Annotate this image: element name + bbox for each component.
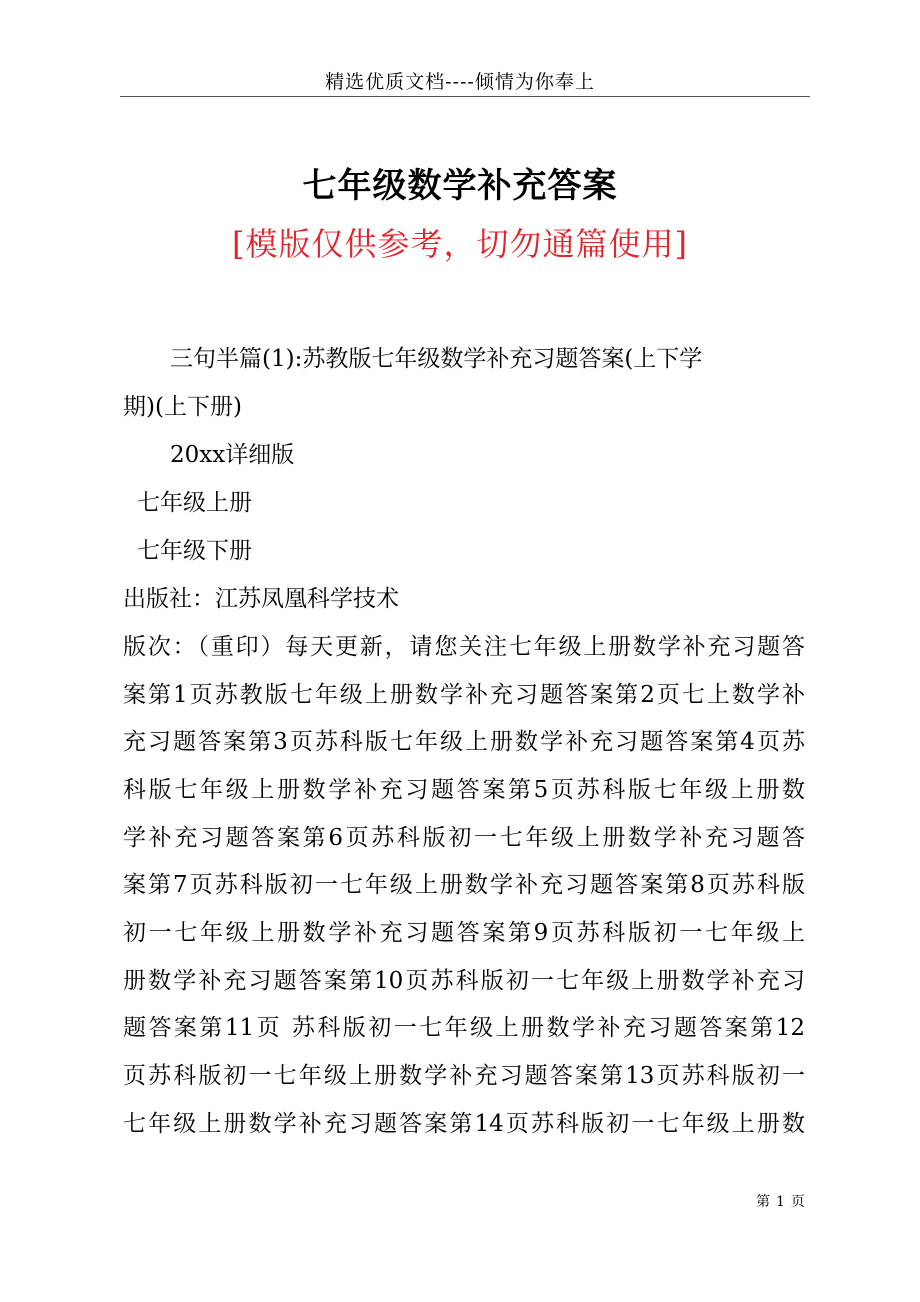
volume-down-label: 七年级下册 <box>137 538 252 564</box>
page-number-footer <box>756 1193 811 1211</box>
body-line: 七年级上册数学补充习题答案第14页苏科版初一七年级上册数 <box>123 1111 805 1137</box>
body-line: 科版七年级上册数学补充习题答案第5页苏科版七年级上册数 <box>123 777 805 803</box>
page-number: 1 <box>776 1194 785 1210</box>
body-line: 学补充习题答案第6页苏科版初一七年级上册数学补充习题答 <box>123 825 805 851</box>
intro-line-1: 三句半篇(1):苏教版七年级数学补充习题答案(上下学 <box>170 346 703 372</box>
body-line: 案第1页苏教版七年级上册数学补充习题答案第2页七上数学补 <box>123 682 805 708</box>
publisher-line: 出版社：江苏凤凰科学技术 <box>123 586 399 612</box>
volume-up-label: 七年级上册 <box>137 490 252 516</box>
body-line: 案第7页苏科版初一七年级上册数学补充习题答案第8页苏科版 <box>123 872 805 898</box>
body-line: 题答案第11页 苏科版初一七年级上册数学补充习题答案第12 <box>123 1015 805 1041</box>
body-line: 充习题答案第3页苏科版七年级上册数学补充习题答案第4页苏 <box>123 729 805 755</box>
document-title: 七年级数学补充答案 <box>302 166 618 206</box>
body-line: 版次：（重印）每天更新，请您关注七年级上册数学补充习题答 <box>123 634 805 660</box>
intro-line-2: 期)(上下册) <box>123 394 242 420</box>
header-divider <box>120 96 810 97</box>
edition-label: 20xx详细版 <box>170 442 295 468</box>
body-line: 页苏科版初一七年级上册数学补充习题答案第13页苏科版初一 <box>123 1063 805 1089</box>
template-notice: [模版仅供参考，切勿通篇使用] <box>232 225 688 263</box>
page-suffix: 页 <box>790 1194 805 1210</box>
page-prefix: 第 <box>756 1194 770 1210</box>
body-line: 册数学补充习题答案第10页苏科版初一七年级上册数学补充习 <box>123 968 805 994</box>
body-line: 初一七年级上册数学补充习题答案第9页苏科版初一七年级上 <box>123 920 805 946</box>
header-text: 精选优质文档----倾情为你奉上 <box>325 71 595 93</box>
